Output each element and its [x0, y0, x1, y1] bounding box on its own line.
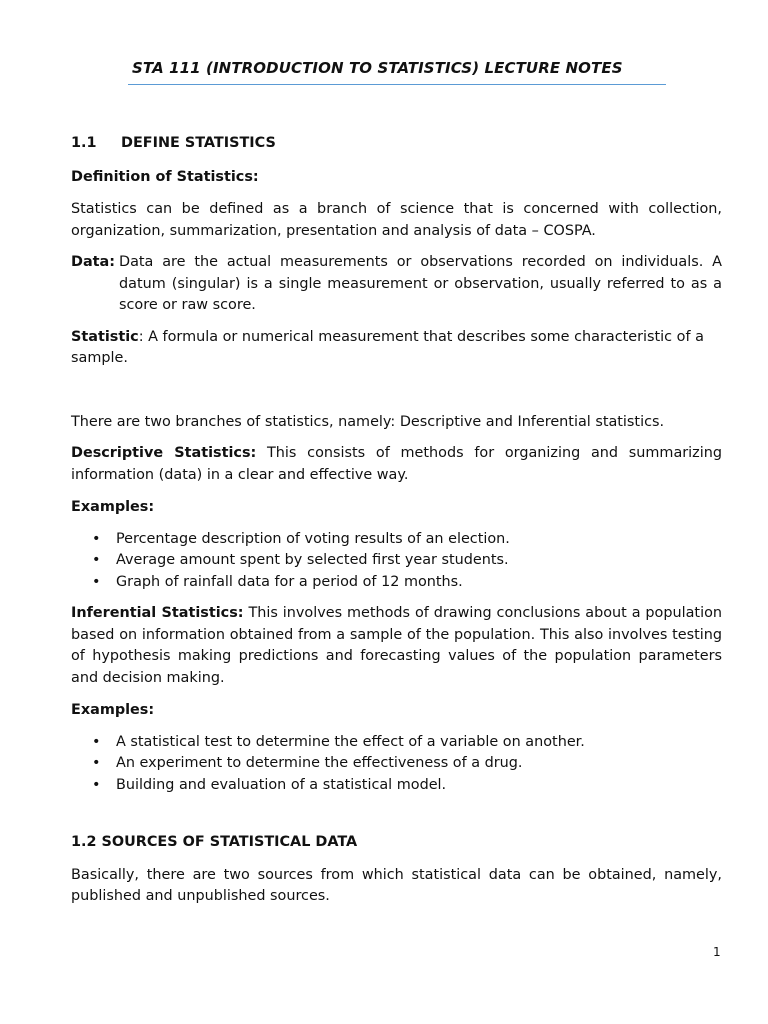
- data-definition-text: Data are the actual measurements or observations recorded on individuals. A datum (singular) is a single measurement or observation, usually referred to as a score or raw score.: [119, 254, 722, 313]
- list-item: • Average amount spent by selected first year students.: [71, 550, 722, 572]
- data-term: Data:: [71, 254, 116, 270]
- inferential-term: Inferential Statistics:: [71, 605, 244, 621]
- descriptive-statistics-paragraph: [71, 443, 722, 486]
- examples-heading-descriptive: Examples:: [71, 499, 155, 515]
- list-item: • Graph of rainfall data for a period of 12 months.: [71, 572, 722, 594]
- statistic-definition-text: : A formula or numerical measurement that describes some characteristic of a sample.: [71, 328, 704, 366]
- inferential-statistics-paragraph: [71, 603, 722, 689]
- list-item: • Building and evaluation of a statistical model.: [71, 775, 722, 797]
- section-1-1-heading: [71, 133, 722, 155]
- list-item: • An experiment to determine the effectiveness of a drug.: [71, 753, 722, 775]
- data-term-text: Data: [71, 254, 110, 270]
- data-definition: [71, 252, 722, 317]
- page-number: 1: [713, 945, 721, 959]
- list-item: • A statistical test to determine the effect of a variable on another.: [71, 732, 722, 754]
- page-header-title: STA 111 (INTRODUCTION TO STATISTICS) LECTURE NOTES: [128, 58, 666, 85]
- inferential-examples-list: [71, 732, 722, 797]
- descriptive-examples-list: [71, 529, 722, 594]
- definition-paragraph: Statistics can be defined as a branch of science that is concerned with collection, organization, summarization, presentation and analysis of data – COSPA.: [71, 201, 722, 239]
- section-1-1-number: 1.1: [71, 135, 97, 151]
- inferential-text: This involves methods of drawing conclusions about a population based on information obtained from a sample of the population. This also involves testing of hypothesis making predictions and forecasting values of the population parameters and decision making.: [71, 605, 723, 686]
- section-1-1-title: DEFINE STATISTICS: [121, 135, 276, 151]
- descriptive-term: Descriptive Statistics:: [71, 445, 257, 461]
- descriptive-text: This consists of methods for organizing and summarizing information (data) in a clear and effective way.: [71, 445, 722, 483]
- statistic-term: Statistic: [71, 328, 139, 345]
- examples-heading-inferential: Examples:: [71, 702, 155, 718]
- section-1-2-heading: 1.2 SOURCES OF STATISTICAL DATA: [71, 834, 358, 850]
- statistic-definition: [71, 327, 722, 370]
- list-item: • Percentage description of voting results of an election.: [71, 529, 722, 551]
- definition-heading: Definition of Statistics:: [71, 168, 259, 185]
- sources-paragraph: Basically, there are two sources from which statistical data can be obtained, namely, published and unpublished sources.: [71, 866, 722, 904]
- branches-paragraph: There are two branches of statistics, namely: Descriptive and Inferential statistics.: [71, 413, 665, 430]
- document-body: [71, 133, 722, 908]
